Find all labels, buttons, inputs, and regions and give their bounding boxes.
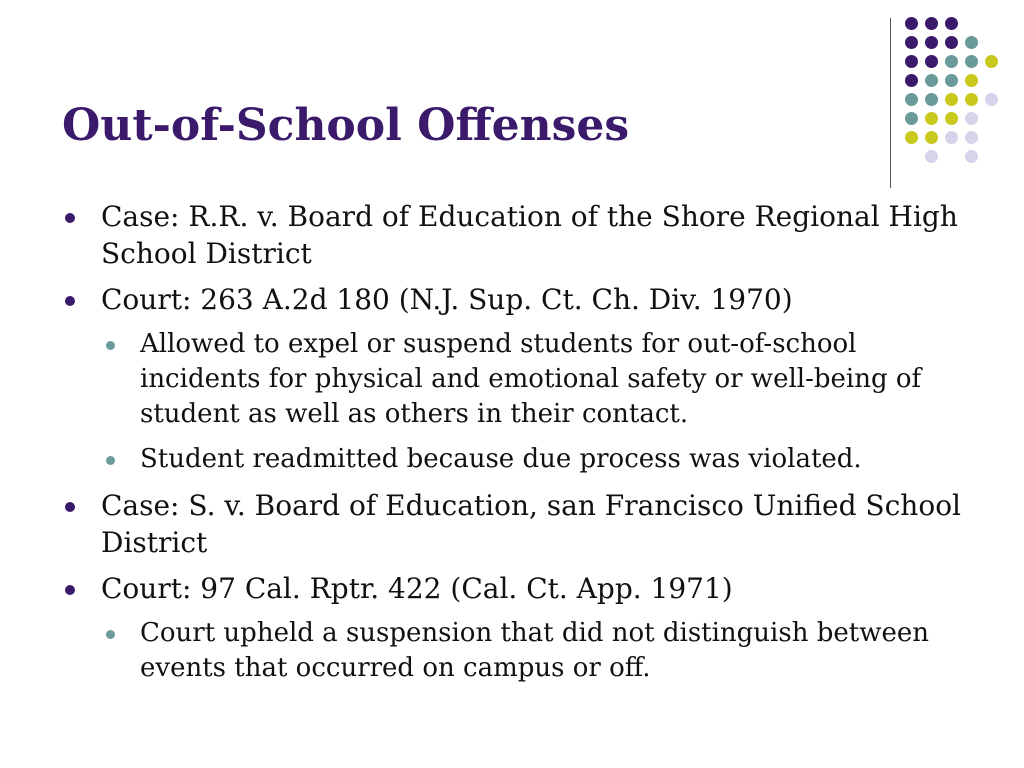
decor-dot — [945, 74, 958, 87]
decor-dot — [905, 74, 918, 87]
bullet-item — [62, 487, 982, 561]
sub-bullet-item — [62, 327, 982, 432]
decor-dot — [965, 112, 978, 125]
decor-dot — [945, 36, 958, 49]
decor-dot — [985, 55, 998, 68]
bullet-item — [62, 570, 982, 607]
decorative-divider-line — [890, 18, 891, 188]
decor-dot — [905, 112, 918, 125]
bullet-text: Case: R.R. v. Board of Education of the Shore Regional High School District — [101, 200, 958, 270]
slide-title: Out-of-School Offenses — [62, 100, 630, 151]
sub-bullet-text: Student readmitted because due process was violated. — [140, 444, 862, 474]
bullet-text: Case: S. v. Board of Education, san Francisco Unified School District — [101, 489, 962, 559]
decor-dot — [905, 93, 918, 106]
bullet-dot-icon — [65, 585, 75, 595]
sub-bullet-text: Court upheld a suspension that did not distinguish between events that occurred on campus or off. — [140, 618, 929, 683]
decorative-dot-grid — [905, 12, 1015, 172]
decor-dot — [925, 36, 938, 49]
decor-dot — [965, 150, 978, 163]
decor-dot — [925, 17, 938, 30]
decor-dot — [945, 55, 958, 68]
bullet-list — [62, 198, 982, 696]
decor-dot — [905, 36, 918, 49]
sub-bullet-dot-icon — [106, 630, 115, 639]
decor-dot — [925, 93, 938, 106]
bullet-dot-icon — [65, 213, 75, 223]
decor-dot — [965, 55, 978, 68]
decor-dot — [925, 150, 938, 163]
decor-dot — [925, 55, 938, 68]
decor-dot — [965, 93, 978, 106]
decor-dot — [965, 36, 978, 49]
bullet-text: Court: 97 Cal. Rptr. 422 (Cal. Ct. App. 1971) — [101, 572, 733, 605]
sub-bullet-dot-icon — [106, 456, 115, 465]
decor-dot — [925, 131, 938, 144]
bullet-item — [62, 281, 982, 318]
sub-bullet-item — [62, 616, 982, 686]
decor-dot — [925, 112, 938, 125]
decor-dot — [945, 112, 958, 125]
bullet-text: Court: 263 A.2d 180 (N.J. Sup. Ct. Ch. Div. 1970) — [101, 283, 793, 316]
sub-bullet-text: Allowed to expel or suspend students for out-of-school incidents for physical and emotional safety or well-being of student as well as others in their contact. — [140, 329, 922, 429]
decor-dot — [945, 17, 958, 30]
decor-dot — [925, 74, 938, 87]
decor-dot — [905, 131, 918, 144]
sub-bullet-dot-icon — [106, 341, 115, 350]
bullet-dot-icon — [65, 296, 75, 306]
decor-dot — [945, 131, 958, 144]
decor-dot — [965, 74, 978, 87]
bullet-dot-icon — [65, 502, 75, 512]
sub-bullet-item — [62, 442, 982, 477]
decor-dot — [965, 131, 978, 144]
decor-dot — [905, 55, 918, 68]
decor-dot — [945, 93, 958, 106]
bullet-item — [62, 198, 982, 272]
decor-dot — [985, 93, 998, 106]
decor-dot — [905, 17, 918, 30]
